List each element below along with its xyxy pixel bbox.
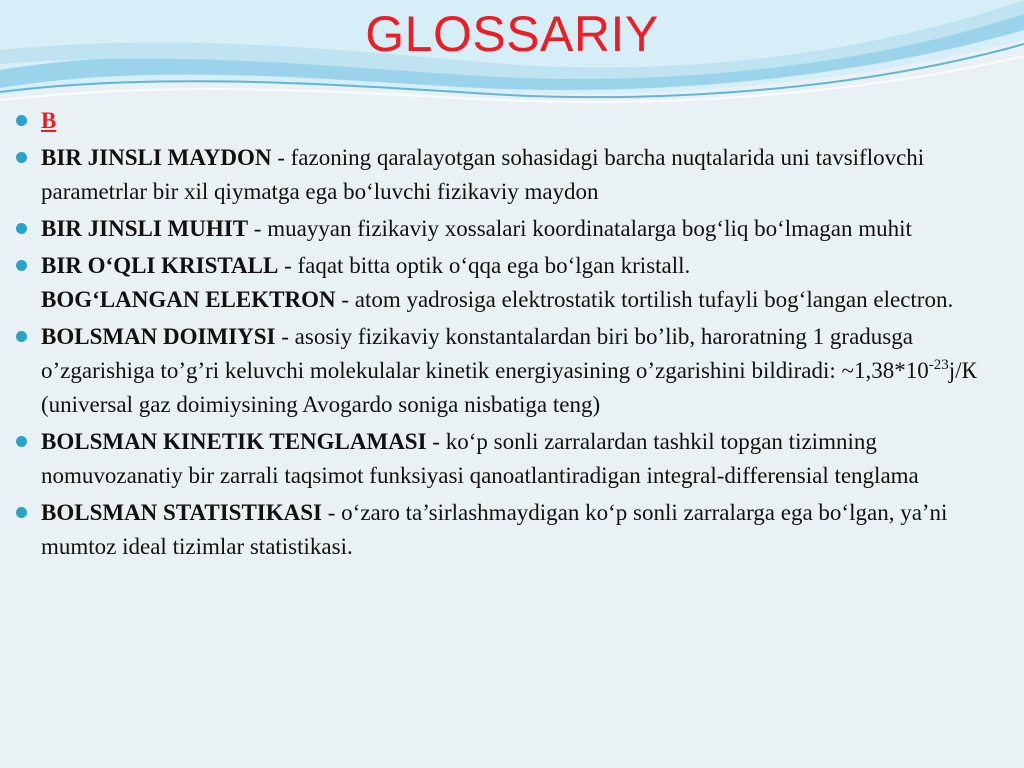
list-item <box>41 104 1011 138</box>
list-item <box>41 249 1011 317</box>
glossary-definition: - o‘zaro ta’sirlashmaydigan ko‘p sonli zarralarga ega bo‘lgan, ya’ni mumtoz ideal tizimlar statistikasi. <box>41 500 948 559</box>
section-letter: B <box>41 108 57 133</box>
bullet-icon <box>16 115 27 126</box>
list-item <box>41 212 1011 246</box>
glossary-definition-continued: j/К (universal gaz doimiysining Avogardo soniga nisbatiga teng) <box>41 358 977 417</box>
glossary-term: BOLSMAN STATISTIKASI <box>41 500 322 525</box>
bullet-icon <box>16 260 27 271</box>
list-item <box>41 141 1011 209</box>
glossary-term: BIR O‘QLI KRISTALL <box>41 253 279 278</box>
exponent: -23 <box>928 357 949 373</box>
glossary-definition: - ko‘p sonli zarralardan tashkil topgan tizimning nomuvozanatiy bir zarrali taqsimot funksiyasi qanoatlantiradigan integral-differensial tenglama <box>41 429 919 488</box>
slide-title: GLOSSARIY <box>365 6 659 62</box>
list-item <box>41 496 1011 564</box>
bullet-icon <box>16 331 27 342</box>
glossary-term: BIR JINSLI MAYDON <box>41 145 272 170</box>
list-item <box>41 425 1011 493</box>
glossary-term: BIR JINSLI MUHIT <box>41 216 249 241</box>
list-item <box>41 320 1011 422</box>
bullet-icon <box>16 507 27 518</box>
bullet-icon <box>16 223 27 234</box>
glossary-definition: - fazoning qaralayotgan sohasidagi barcha nuqtalarida uni tavsiflovchi parametrlar bir xil qiymatga ega bo‘luvchi fizikaviy maydon <box>41 145 925 204</box>
glossary-term: BOLSMAN DOIMIYSI <box>41 324 276 349</box>
glossary-term: BOG‘LANGAN ELEKTRON <box>41 287 336 312</box>
bullet-icon <box>16 152 27 163</box>
glossary-definition: - atom yadrosiga elektrostatik tortilish tufayli bog‘langan electron. <box>335 287 954 312</box>
glossary-term: BOLSMAN KINETIK TENGLAMASI <box>41 429 427 454</box>
glossary-definition: - muayyan fizikaviy xossalari koordinatalarga bog‘liq bo‘lmagan muhit <box>248 216 912 241</box>
glossary-definition: - asosiy fizikaviy konstantalardan biri bo’lib, haroratning 1 gradusga o’zgarishiga to’g’ri keluvchi molekulalar kinetik energiyasining o’zgarishini bildiradi: ~1,38*10 <box>41 324 929 383</box>
glossary-definition: - faqat bitta optik o‘qqa ega bo‘lgan kristall. <box>278 253 691 278</box>
bullet-icon <box>16 436 27 447</box>
glossary-list <box>41 104 1011 567</box>
